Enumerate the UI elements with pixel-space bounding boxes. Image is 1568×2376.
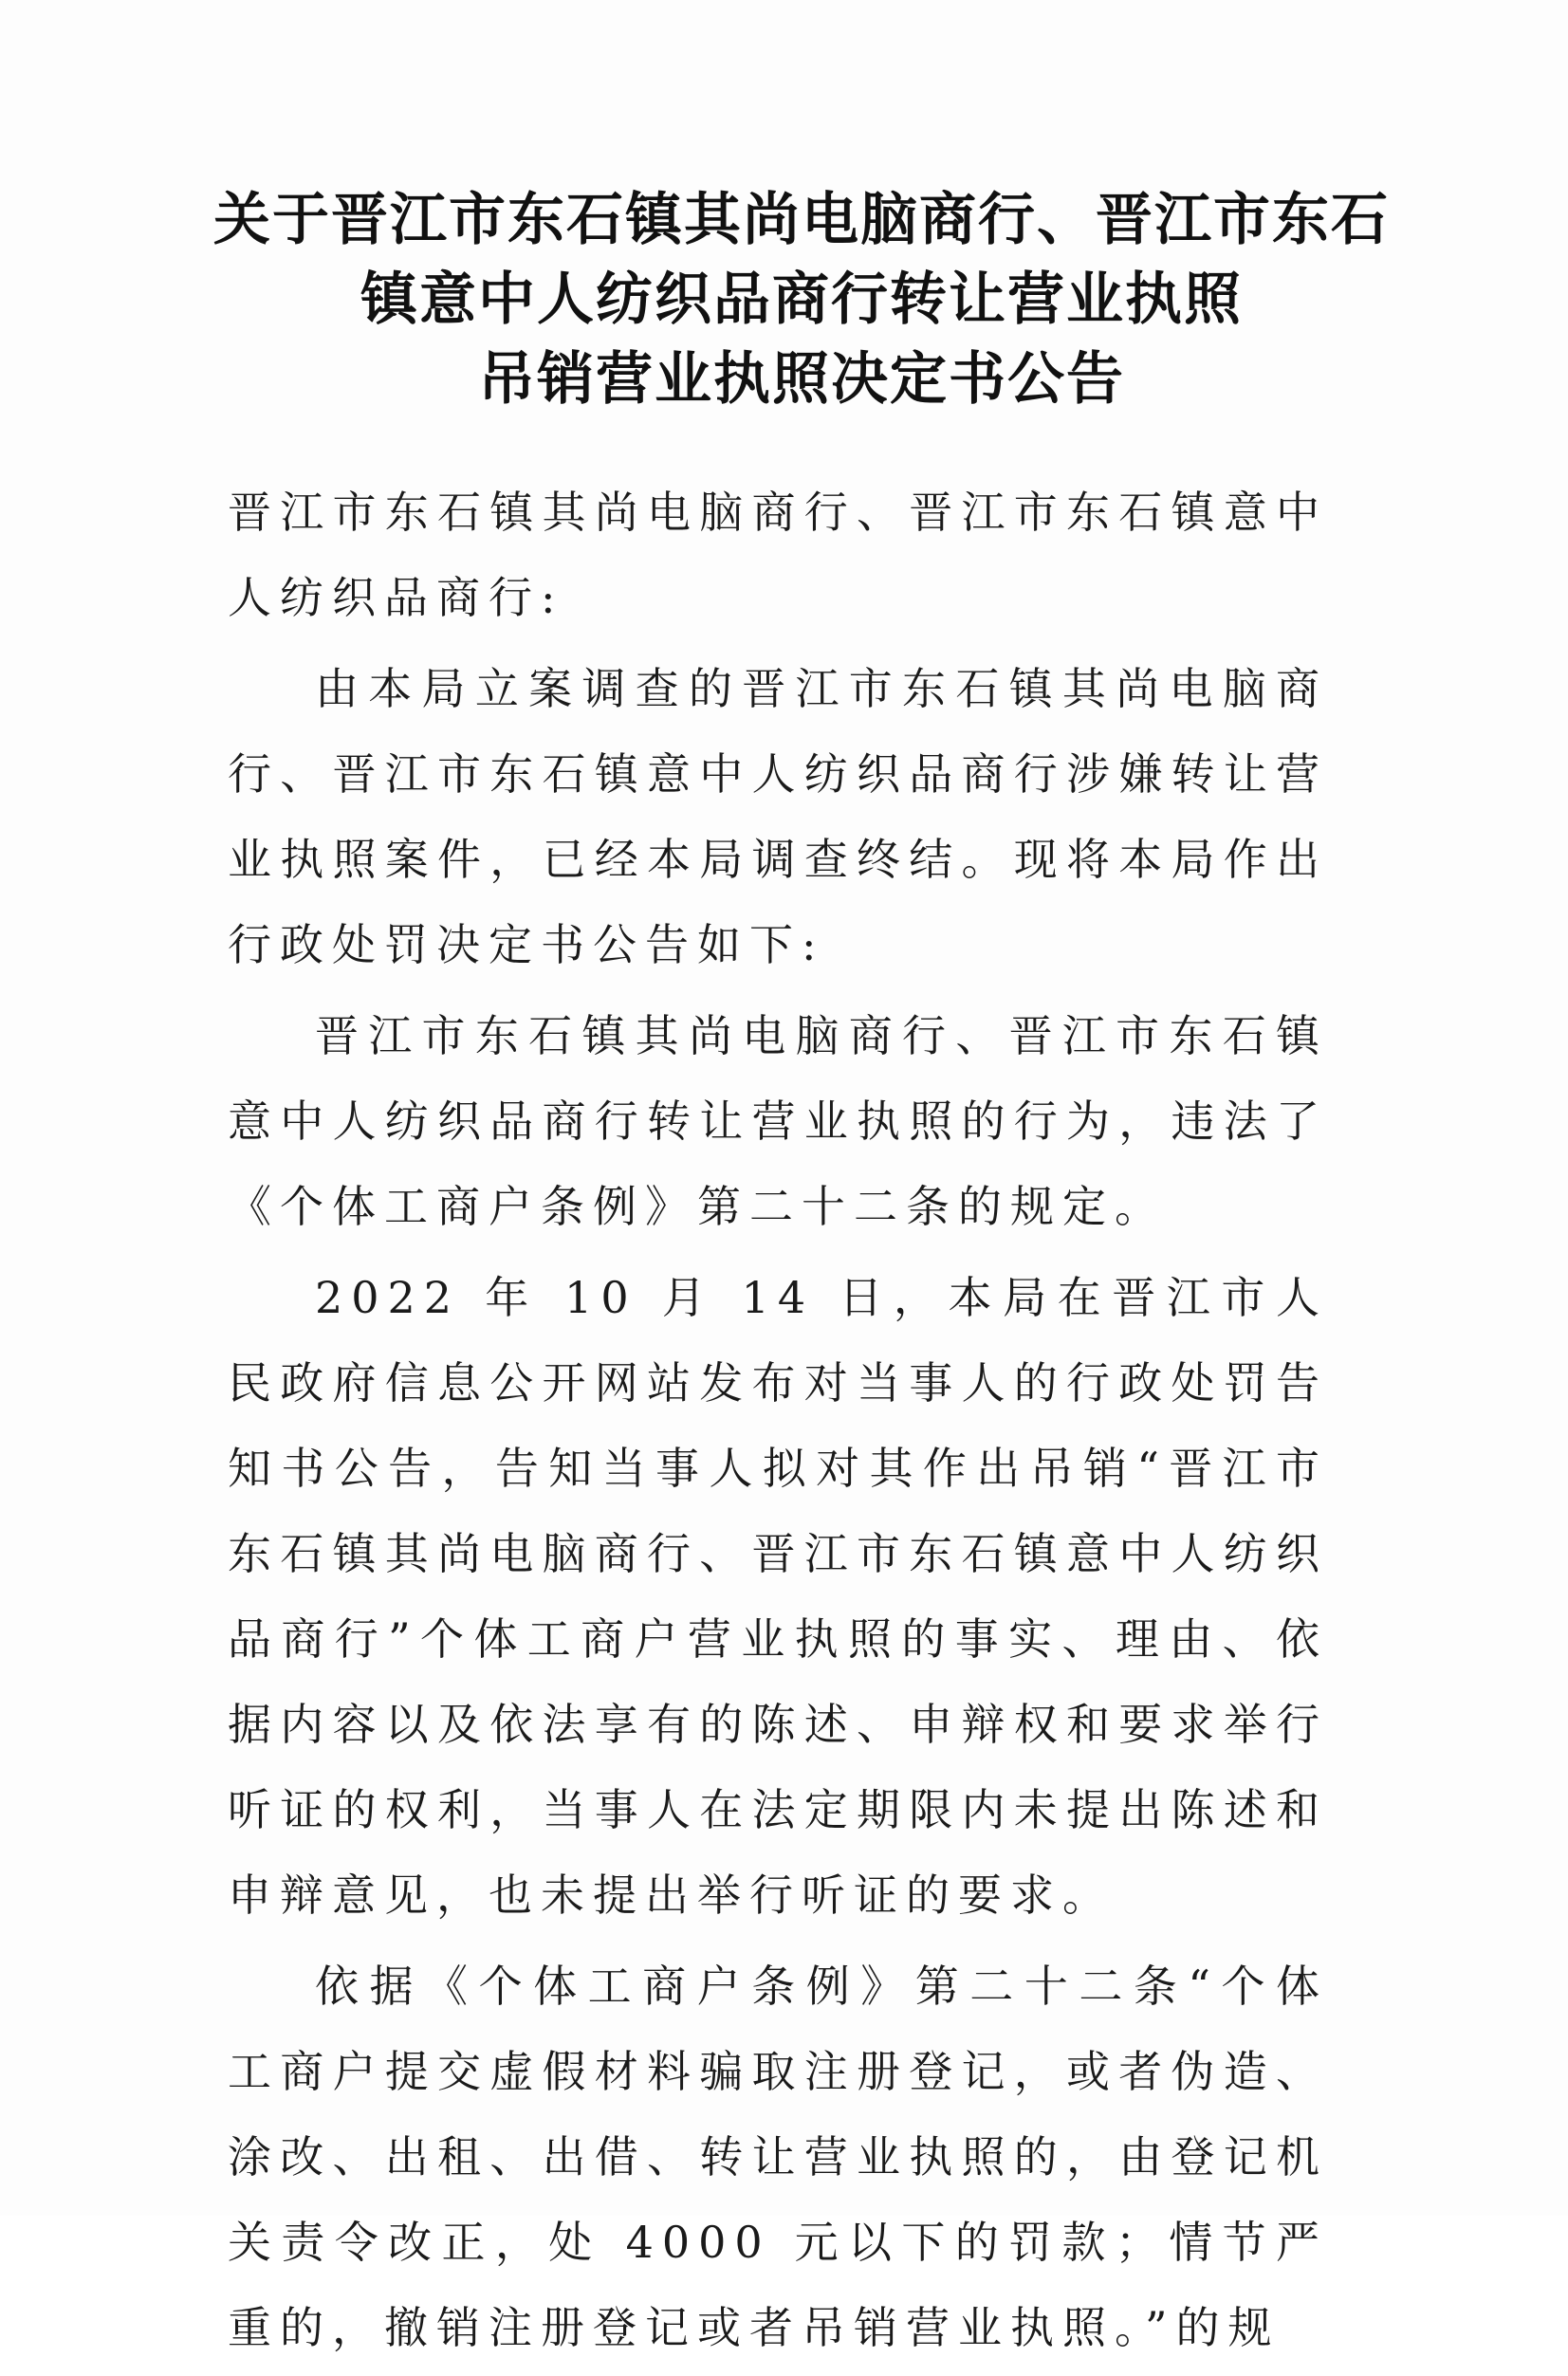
paragraph-legal-basis: 依据《个体工商户条例》第二十二条“个体工商户提交虚假材料骗取注册登记，或者伪造、涂改、出租、出借、转让营业执照的，由登记机关责令改正，处 4000 元以下的罚款；情节严重的，撤销注册登记或者吊销营业执照。”的规: [228, 1961, 1328, 2353]
title-line-1: 关于晋江市东石镇其尚电脑商行、晋江市东石: [213, 187, 1390, 253]
document-body: [228, 470, 1328, 2376]
paragraph-notice: 2022 年 10 月 14 日，本局在晋江市人民政府信息公开网站发布对当事人的行政处罚告知书公告，告知当事人拟对其作出吊销“晋江市东石镇其尚电脑商行、晋江市东石镇意中人纺织品商行”个体工商户营业执照的事实、理由、依据内容以及依法享有的陈述、申辩权和要求举行听证的权利，当事人在法定期限内未提出陈述和申辩意见，也未提出举行听证的要求。: [228, 1272, 1328, 1921]
paragraph-investigation: 由本局立案调查的晋江市东石镇其尚电脑商行、晋江市东石镇意中人纺织品商行涉嫌转让营业执照案件，已经本局调查终结。现将本局作出行政处罚决定书公告如下:: [228, 663, 1328, 970]
title-line-3: 吊销营业执照决定书公告: [478, 346, 1125, 413]
paragraph-violation: 晋江市东石镇其尚电脑商行、晋江市东石镇意中人纺织品商行转让营业执照的行为，违法了《个体工商户条例》第二十二条的规定。: [228, 1010, 1328, 1232]
title-line-2: 镇意中人纺织品商行转让营业执照: [360, 267, 1243, 333]
salutation: 晋江市东石镇其尚电脑商行、晋江市东石镇意中人纺织品商行:: [228, 487, 1328, 623]
document-title: [171, 180, 1432, 419]
